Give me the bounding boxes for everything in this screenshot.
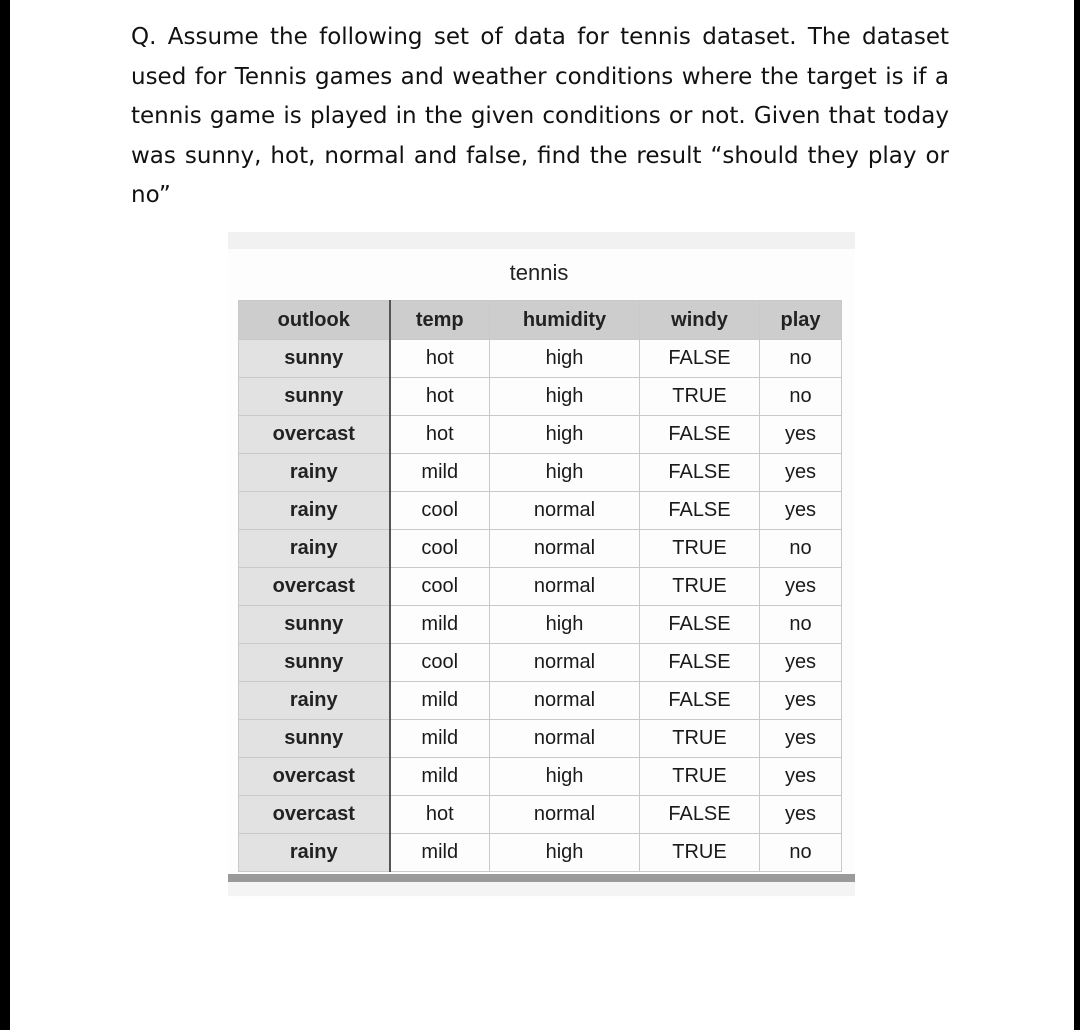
cell-humidity: normal	[490, 720, 640, 758]
cell-outlook: overcast	[239, 796, 390, 834]
table-row	[239, 492, 842, 530]
cell-windy: TRUE	[640, 568, 760, 606]
cell-humidity: normal	[490, 644, 640, 682]
header-temp: temp	[390, 301, 490, 340]
cell-windy: FALSE	[640, 454, 760, 492]
cell-play: yes	[760, 644, 842, 682]
cell-windy: TRUE	[640, 530, 760, 568]
cell-windy: FALSE	[640, 796, 760, 834]
cell-temp: cool	[390, 568, 490, 606]
cell-outlook: rainy	[239, 492, 390, 530]
table-row	[239, 340, 842, 378]
cell-humidity: high	[490, 758, 640, 796]
cell-windy: TRUE	[640, 758, 760, 796]
cell-outlook: sunny	[239, 340, 390, 378]
cell-outlook: rainy	[239, 530, 390, 568]
header-outlook: outlook	[239, 301, 390, 340]
cell-play: yes	[760, 492, 842, 530]
cell-play: no	[760, 530, 842, 568]
cell-temp: cool	[390, 492, 490, 530]
cell-temp: hot	[390, 796, 490, 834]
table-title: tennis	[509, 260, 569, 285]
cell-windy: TRUE	[640, 378, 760, 416]
cell-temp: hot	[390, 340, 490, 378]
cell-play: yes	[760, 454, 842, 492]
table-row	[239, 796, 842, 834]
cell-play: yes	[760, 682, 842, 720]
cell-humidity: normal	[490, 796, 640, 834]
cell-temp: cool	[390, 644, 490, 682]
cell-outlook: rainy	[239, 454, 390, 492]
cell-play: yes	[760, 416, 842, 454]
cell-play: yes	[760, 720, 842, 758]
table-row	[239, 834, 842, 872]
left-border	[0, 0, 10, 1030]
cell-play: yes	[760, 758, 842, 796]
cell-play: no	[760, 340, 842, 378]
cell-windy: FALSE	[640, 682, 760, 720]
cell-humidity: normal	[490, 568, 640, 606]
table-figure	[228, 232, 855, 897]
table-row	[239, 568, 842, 606]
table-row	[239, 416, 842, 454]
table-header-row	[239, 301, 842, 340]
right-border	[1074, 0, 1080, 1030]
cell-temp: cool	[390, 530, 490, 568]
cell-outlook: sunny	[239, 720, 390, 758]
cell-play: no	[760, 378, 842, 416]
question-text: Q. Assume the following set of data for tennis dataset. The dataset used for Tennis games and weather conditions where the target is if a tennis game is played in the given conditions or not. Given that today was sunny, hot, normal and false, find the result “should they play or no”	[131, 24, 949, 208]
cell-humidity: normal	[490, 530, 640, 568]
cell-outlook: rainy	[239, 834, 390, 872]
cell-windy: FALSE	[640, 340, 760, 378]
header-play: play	[760, 301, 842, 340]
cell-outlook: sunny	[239, 606, 390, 644]
table-row	[239, 454, 842, 492]
cell-outlook: overcast	[239, 416, 390, 454]
cell-temp: mild	[390, 606, 490, 644]
cell-windy: FALSE	[640, 492, 760, 530]
cell-windy: TRUE	[640, 834, 760, 872]
header-windy: windy	[640, 301, 760, 340]
table-row	[239, 682, 842, 720]
cell-temp: mild	[390, 720, 490, 758]
table-row	[239, 530, 842, 568]
cell-play: yes	[760, 796, 842, 834]
cell-outlook: sunny	[239, 644, 390, 682]
cell-humidity: high	[490, 606, 640, 644]
cell-temp: mild	[390, 834, 490, 872]
cell-temp: mild	[390, 758, 490, 796]
cell-outlook: overcast	[239, 758, 390, 796]
cell-play: no	[760, 834, 842, 872]
header-humidity: humidity	[490, 301, 640, 340]
figure-bottom-strip	[228, 882, 855, 896]
cell-humidity: high	[490, 416, 640, 454]
cell-windy: FALSE	[640, 606, 760, 644]
cell-humidity: normal	[490, 492, 640, 530]
cell-humidity: normal	[490, 682, 640, 720]
table-row	[239, 378, 842, 416]
cell-humidity: high	[490, 340, 640, 378]
cell-temp: hot	[390, 416, 490, 454]
figure-bottom-bar	[228, 874, 855, 882]
cell-outlook: overcast	[239, 568, 390, 606]
tennis-table	[238, 300, 842, 872]
table-row	[239, 758, 842, 796]
cell-temp: hot	[390, 378, 490, 416]
cell-play: yes	[760, 568, 842, 606]
cell-humidity: high	[490, 454, 640, 492]
cell-temp: mild	[390, 454, 490, 492]
cell-windy: TRUE	[640, 720, 760, 758]
table-row	[239, 720, 842, 758]
table-row	[239, 644, 842, 682]
table-row	[239, 606, 842, 644]
cell-temp: mild	[390, 682, 490, 720]
cell-windy: FALSE	[640, 416, 760, 454]
cell-outlook: rainy	[239, 682, 390, 720]
cell-humidity: high	[490, 378, 640, 416]
figure-top-bar	[228, 232, 855, 249]
cell-play: no	[760, 606, 842, 644]
cell-humidity: high	[490, 834, 640, 872]
cell-outlook: sunny	[239, 378, 390, 416]
cell-windy: FALSE	[640, 644, 760, 682]
